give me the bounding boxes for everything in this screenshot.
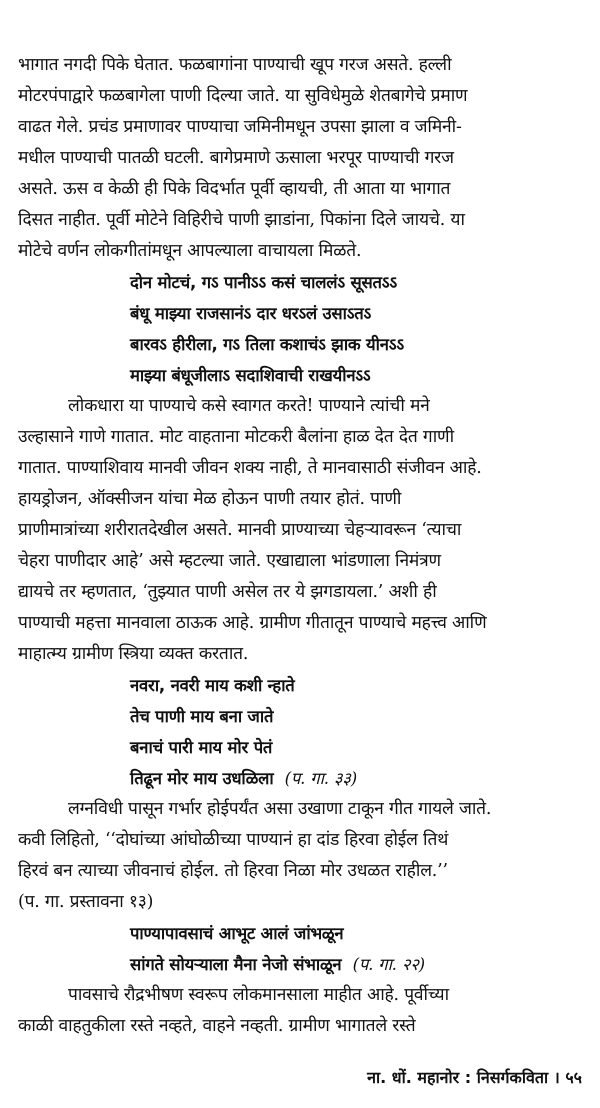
verse-1: [18, 267, 582, 391]
verse-text: सांगते सोयऱ्याला मैना नेजो संभाळून: [130, 955, 342, 974]
text-line: पाण्याची महत्ता मानवाला ठाऊक आहे. ग्रामीण गीतातून पाण्याचे महत्त्व आणि: [18, 613, 487, 633]
verse-line: माझ्या बंधूजीलाऽ सदाशिवाची राखयीनऽऽ: [130, 366, 371, 385]
text-line: मोटरपंपाद्वारे फळबागेला पाणी दिल्या जाते. या सुविधेमुळे शेतबागेचे प्रमाण: [18, 86, 468, 106]
paragraph-1: [18, 50, 582, 267]
text-line: दिसत नाहीत. पूर्वी मोटेने विहिरीचे पाणी झाडांना, पिकांना दिले जायचे. या: [18, 210, 465, 230]
verse-citation: (प. गा. ३३): [284, 769, 357, 788]
paragraph-3: [18, 794, 582, 918]
text-line: प्राणीमात्रांच्या शरीरातदेखील असते. मानवी प्राण्याच्या चेहऱ्यावरून ‘त्याचा: [18, 520, 462, 540]
verse-line: बंधू माझ्या राजसानंऽ दार धरऽलं उसाऽतऽ: [130, 304, 372, 323]
text-line: असते. ऊस व केळी ही पिके विदर्भात पूर्वी व्हायची, ती आता या भागात: [18, 179, 451, 199]
text-line: चेहरा पाणीदार आहे’ असे म्हटल्या जाते. एखाद्याला भांडणाला निमंत्रण: [18, 551, 441, 571]
text-line: भागात नगदी पिके घेतात. फळबागांना पाण्याची खूप गरज असते. हल्ली: [18, 55, 452, 75]
text-line: पावसाचे रौद्रभीषण स्वरूप लोकमानसाला माहीत आहे. पूर्वीच्या: [68, 985, 449, 1005]
verse-line: [18, 949, 582, 980]
text-line: गातात. पाण्याशिवाय मानवी जीवन शक्य नाही, ते मानवासाठी संजीवन आहे.: [18, 458, 482, 478]
text-line: मोटेचे वर्णन लोकगीतांमधून आपल्याला वाचायला मिळते.: [18, 241, 362, 261]
verse-line: बनाचं पारी माय मोर पेतं: [130, 738, 273, 757]
paragraph-2: [18, 391, 582, 670]
text-line: हिरवं बन त्याच्या जीवनाचं होईल. तो हिरवा निळा मोर उधळत राहील.’’: [18, 861, 448, 881]
text-line: कवी लिहितो, ‘‘दोघांच्या आंघोळीच्या पाण्यानं हा दांड हिरवा होईल तिथं: [18, 830, 449, 850]
verse-2: [18, 670, 582, 794]
page-footer: ना. धों. महानोर : निसर्गकविता । ५५: [367, 1068, 582, 1087]
text-line: मधील पाण्याची पातळी घटली. बागेप्रमाणे ऊसाला भरपूर पाण्याची गरज: [18, 148, 454, 168]
verse-line: दोन मोटचं, गऽ पानीऽऽ कसं चाललंऽ सूसतऽऽ: [130, 273, 397, 292]
text-line: माहात्म्य ग्रामीण स्त्रिया व्यक्त करतात.: [18, 644, 249, 664]
text-line: हायड्रोजन, ऑक्सीजन यांचा मेळ होऊन पाणी तयार होतं. पाणी: [18, 489, 402, 509]
verse-text: तिढून मोर माय उधळिला: [130, 769, 274, 788]
verse-citation: (प. गा. २२): [352, 955, 425, 974]
verse-line: [18, 763, 582, 794]
verse-3: [18, 918, 582, 980]
text-line: काळी वाहतुकीला रस्ते नव्हते, वाहने नव्हती. ग्रामीण भागातले रस्ते: [18, 1016, 416, 1036]
text-line: (प. गा. प्रस्तावना १३): [18, 892, 154, 912]
text-line: वाढत गेले. प्रचंड प्रमाणावर पाण्याचा जमिनीमधून उपसा झाला व जमिनी-: [18, 117, 462, 137]
text-line: द्यायचे तर म्हणतात, ‘तुझ्यात पाणी असेल तर ये झगडायला.’ अशी ही: [18, 582, 437, 602]
verse-line: नवरा, नवरी माय कशी न्हाते: [130, 676, 295, 695]
text-line: लोकधारा या पाण्याचे कसे स्वागत करते! पाण्याने त्यांची मने: [68, 396, 430, 416]
text-line: उल्हासाने गाणे गातात. मोट वाहताना मोटकरी बैलांना हाळ देत देत गाणी: [18, 427, 454, 447]
verse-line: बारवऽ हीरीला, गऽ तिला कशाचंऽ झाक यीनऽऽ: [130, 335, 404, 354]
paragraph-4: [18, 980, 582, 1042]
verse-line: पाण्यापावसाचं आभूट आलं जांभळून: [130, 924, 344, 943]
text-line: लग्नविधी पासून गर्भार होईपर्यंत असा उखाणा टाकून गीत गायले जाते.: [68, 799, 492, 819]
verse-line: तेच पाणी माय बना जाते: [130, 707, 274, 726]
